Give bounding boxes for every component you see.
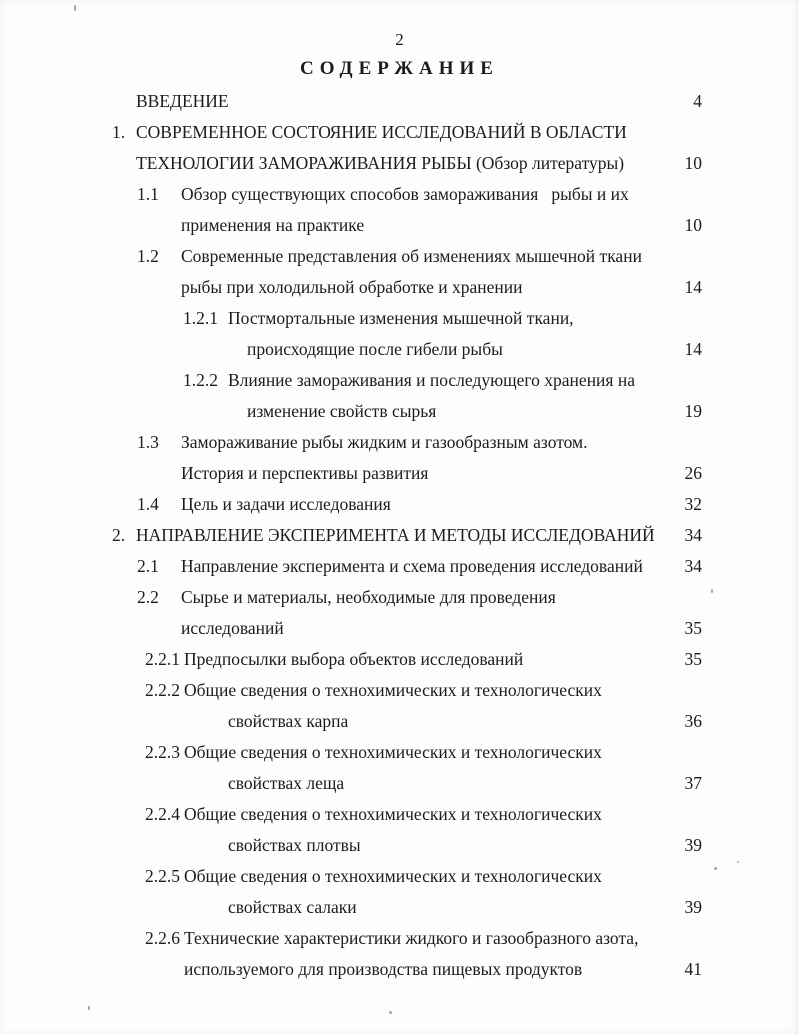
entry-text: свойствах леща (228, 773, 345, 793)
entry-text: Постмортальные изменения мышечной ткани, (228, 308, 574, 328)
toc-line (0, 892, 799, 923)
toc-line (0, 830, 799, 861)
entry-text: применения на практике (181, 215, 365, 235)
entry-text: ТЕХНОЛОГИИ ЗАМОРАЖИВАНИЯ РЫБЫ (Обзор литературы) (136, 153, 625, 173)
entry-number: 1.2 (137, 246, 159, 266)
toc-line (0, 737, 799, 768)
entry-number: 2.1 (137, 556, 159, 576)
toc-line (0, 86, 799, 117)
toc-line (0, 241, 799, 272)
entry-number: 2.2.6 (145, 928, 180, 948)
entry-page-number: 14 (684, 277, 702, 297)
entry-text: Общие сведения о технохимических и технологических (184, 680, 602, 700)
scan-artifact (737, 861, 739, 863)
entry-text: Общие сведения о технохимических и технологических (184, 742, 602, 762)
entry-number: 2.2.3 (145, 742, 180, 762)
entry-text: Общие сведения о технохимических и технологических (184, 866, 602, 886)
entry-number: 2.2.5 (145, 866, 180, 886)
entry-page-number: 36 (684, 711, 702, 731)
toc-line (0, 861, 799, 892)
toc-line (0, 303, 799, 334)
entry-page-number: 10 (684, 215, 702, 235)
entry-text: История и перспективы развития (181, 463, 429, 483)
toc (0, 86, 799, 985)
entry-text: свойствах салаки (228, 897, 357, 917)
entry-page-number: 35 (684, 618, 702, 638)
entry-page-number: 35 (684, 649, 702, 669)
page-number: 2 (395, 30, 404, 49)
toc-line (0, 210, 799, 241)
entry-number: 2.2.4 (145, 804, 180, 824)
entry-text: Общие сведения о технохимических и технологических (184, 804, 602, 824)
toc-line (0, 489, 799, 520)
scan-artifact (88, 1006, 90, 1010)
toc-line (0, 644, 799, 675)
entry-page-number: 39 (684, 835, 702, 855)
entry-number: 2.2 (137, 587, 159, 607)
entry-text: свойствах карпа (228, 711, 349, 731)
entry-text: СОВРЕМЕННОЕ СОСТОЯНИЕ ИССЛЕДОВАНИЙ В ОБЛАСТИ (136, 122, 627, 142)
entry-number: 1.3 (137, 432, 159, 452)
entry-number: 2. (112, 525, 126, 545)
toc-line (0, 148, 799, 179)
entry-text: НАПРАВЛЕНИЕ ЭКСПЕРИМЕНТА И МЕТОДЫ ИССЛЕДОВАНИЙ (136, 525, 655, 545)
entry-text: Влияние замораживания и последующего хранения на (228, 370, 635, 390)
entry-text: исследований (181, 618, 284, 638)
entry-page-number: 26 (684, 463, 702, 483)
entry-page-number: 34 (684, 525, 702, 545)
entry-page-number: 37 (684, 773, 702, 793)
toc-title: СОДЕРЖАНИЕ (300, 58, 499, 79)
entry-text: Замораживание рыбы жидким и газообразным азотом. (181, 432, 588, 452)
entry-number: 1.2.1 (183, 308, 218, 328)
toc-line (0, 582, 799, 613)
entry-number: 2.2.1 (145, 649, 180, 669)
entry-page-number: 19 (684, 401, 702, 421)
toc-line (0, 458, 799, 489)
toc-line (0, 551, 799, 582)
toc-line (0, 365, 799, 396)
toc-line (0, 427, 799, 458)
entry-text: свойствах плотвы (228, 835, 361, 855)
scan-artifact (74, 5, 76, 11)
scan-artifact (714, 867, 717, 870)
entry-page-number: 32 (684, 494, 702, 514)
entry-text: используемого для производства пищевых продуктов (184, 959, 583, 979)
toc-line (0, 272, 799, 303)
entry-text: ВВЕДЕНИЕ (136, 91, 229, 111)
entry-page-number: 10 (684, 153, 702, 173)
entry-number: 2.2.2 (145, 680, 180, 700)
entry-page-number: 39 (684, 897, 702, 917)
entry-text: Современные представления об изменениях мышечной ткани (181, 246, 642, 266)
entry-text: происходящие после гибели рыбы (247, 339, 503, 359)
toc-line (0, 675, 799, 706)
toc-line (0, 799, 799, 830)
entry-text: Технические характеристики жидкого и газообразного азота, (184, 928, 639, 948)
entry-text: Сырье и материалы, необходимые для проведения (181, 587, 556, 607)
entry-number: 1.2.2 (183, 370, 218, 390)
entry-text: Направление эксперимента и схема проведения исследований (181, 556, 643, 576)
toc-line (0, 706, 799, 737)
entry-number: 1.1 (137, 184, 159, 204)
entry-text: изменение свойств сырья (247, 401, 437, 421)
toc-line (0, 923, 799, 954)
toc-line (0, 179, 799, 210)
entry-page-number: 14 (684, 339, 702, 359)
entry-number: 1. (112, 122, 126, 142)
entry-text: рыбы при холодильной обработке и хранении (181, 277, 523, 297)
entry-number: 1.4 (137, 494, 159, 514)
entry-page-number: 41 (684, 959, 702, 979)
toc-line (0, 613, 799, 644)
entry-page-number: 34 (684, 556, 702, 576)
toc-line (0, 520, 799, 551)
scan-artifact (711, 589, 713, 593)
entry-page-number: 4 (693, 91, 702, 111)
toc-line (0, 334, 799, 365)
toc-line (0, 954, 799, 985)
entry-text: Предпосылки выбора объектов исследований (184, 649, 524, 669)
toc-line (0, 768, 799, 799)
scan-edge-shadow (796, 0, 797, 1034)
entry-text: Обзор существующих способов замораживания рыбы и их (181, 184, 629, 204)
toc-line (0, 117, 799, 148)
toc-line (0, 396, 799, 427)
scan-artifact (389, 1011, 392, 1014)
entry-text: Цель и задачи исследования (181, 494, 391, 514)
